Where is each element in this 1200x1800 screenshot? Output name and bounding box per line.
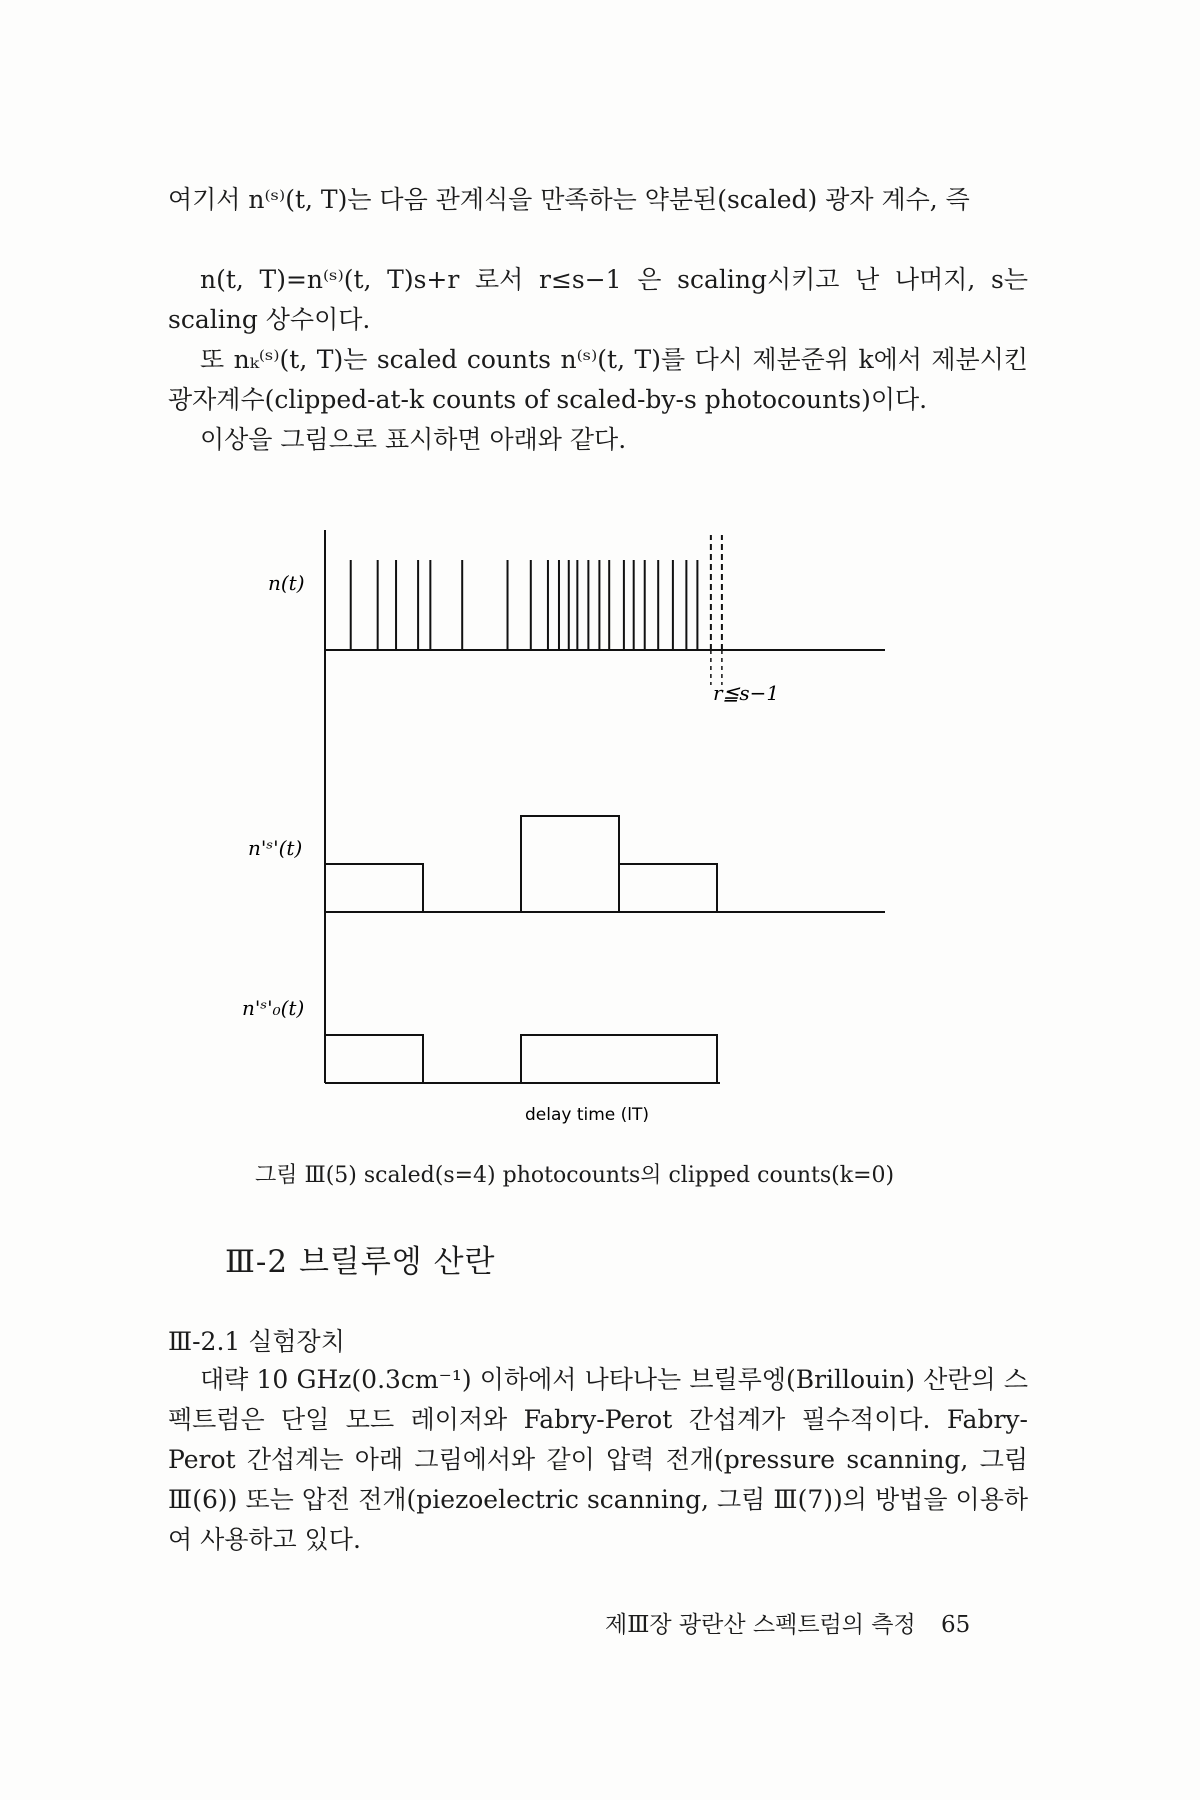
label-remainder: r≦s−1 xyxy=(713,681,780,705)
running-head: 제Ⅲ장 광란산 스펙트럼의 측정 xyxy=(605,1612,916,1638)
step-plot-n0s xyxy=(325,1035,717,1083)
x-axis-label: delay time (lT) xyxy=(525,1105,650,1125)
paragraph-figure-intro: 이상을 그림으로 표시하면 아래와 같다. xyxy=(200,425,627,454)
figure-caption: 그림 Ⅲ(5) scaled(s=4) photocounts의 clipped counts(k=0) xyxy=(255,1163,895,1188)
figure-canvas xyxy=(220,520,920,1140)
step-segment xyxy=(521,1035,717,1083)
figure-scaled-clipped-counts xyxy=(220,520,920,1140)
paragraph-experimental-setup: 대략 10 GHz(0.3cm⁻¹) 이하에서 나타나는 브릴루엥(Brillouin) 산란의 스펙트럼은 단일 모드 레이저와 Fabry-Perot 간섭계가 필수적이다. Fabry-Perot 간섭계는 아래 그림에서와 같이 압력 전개(pressure scanning, 그림 Ⅲ(6)) 또는 압전 전개(piezoelectric scanning, 그림 Ⅲ(7))의 방법을 이용하여 사용하고 있다. xyxy=(168,1365,1028,1554)
page-footer xyxy=(605,1606,970,1639)
step-plot-ns xyxy=(325,816,717,912)
label-n-of-t: n(t) xyxy=(268,571,305,595)
step-segment xyxy=(325,1035,423,1083)
step-segment xyxy=(619,864,717,912)
label-n0s-of-t: n'ˢ'₀(t) xyxy=(242,996,305,1020)
page-number: 65 xyxy=(941,1612,971,1638)
paragraph-scaling-relation: n(t, T)=n⁽ˢ⁾(t, T)s+r 로서 r≤s−1 은 scaling시키고 난 나머지, s는 scaling 상수이다. xyxy=(168,265,1028,334)
step-segment xyxy=(325,864,423,912)
paragraph-clipped-counts: 또 nₖ⁽ˢ⁾(t, T)는 scaled counts n⁽ˢ⁾(t, T)를 다시 제분준위 k에서 제분시킨 광자계수(clipped-at-k counts of scaled-by-s photocounts)이다. xyxy=(168,345,1028,414)
subsection-title: Ⅲ-2.1 실험장치 xyxy=(168,1327,345,1356)
step-segment xyxy=(521,816,619,912)
label-ns-of-t: n'ˢ'(t) xyxy=(248,836,303,860)
pulse-train-n xyxy=(351,535,722,685)
paragraph-scaled-counts: 여기서 n⁽ˢ⁾(t, T)는 다음 관계식을 만족하는 약분된(scaled) 광자 계수, 즉 xyxy=(168,185,970,214)
section-title: Ⅲ-2 브릴루엥 산란 xyxy=(225,1244,496,1280)
